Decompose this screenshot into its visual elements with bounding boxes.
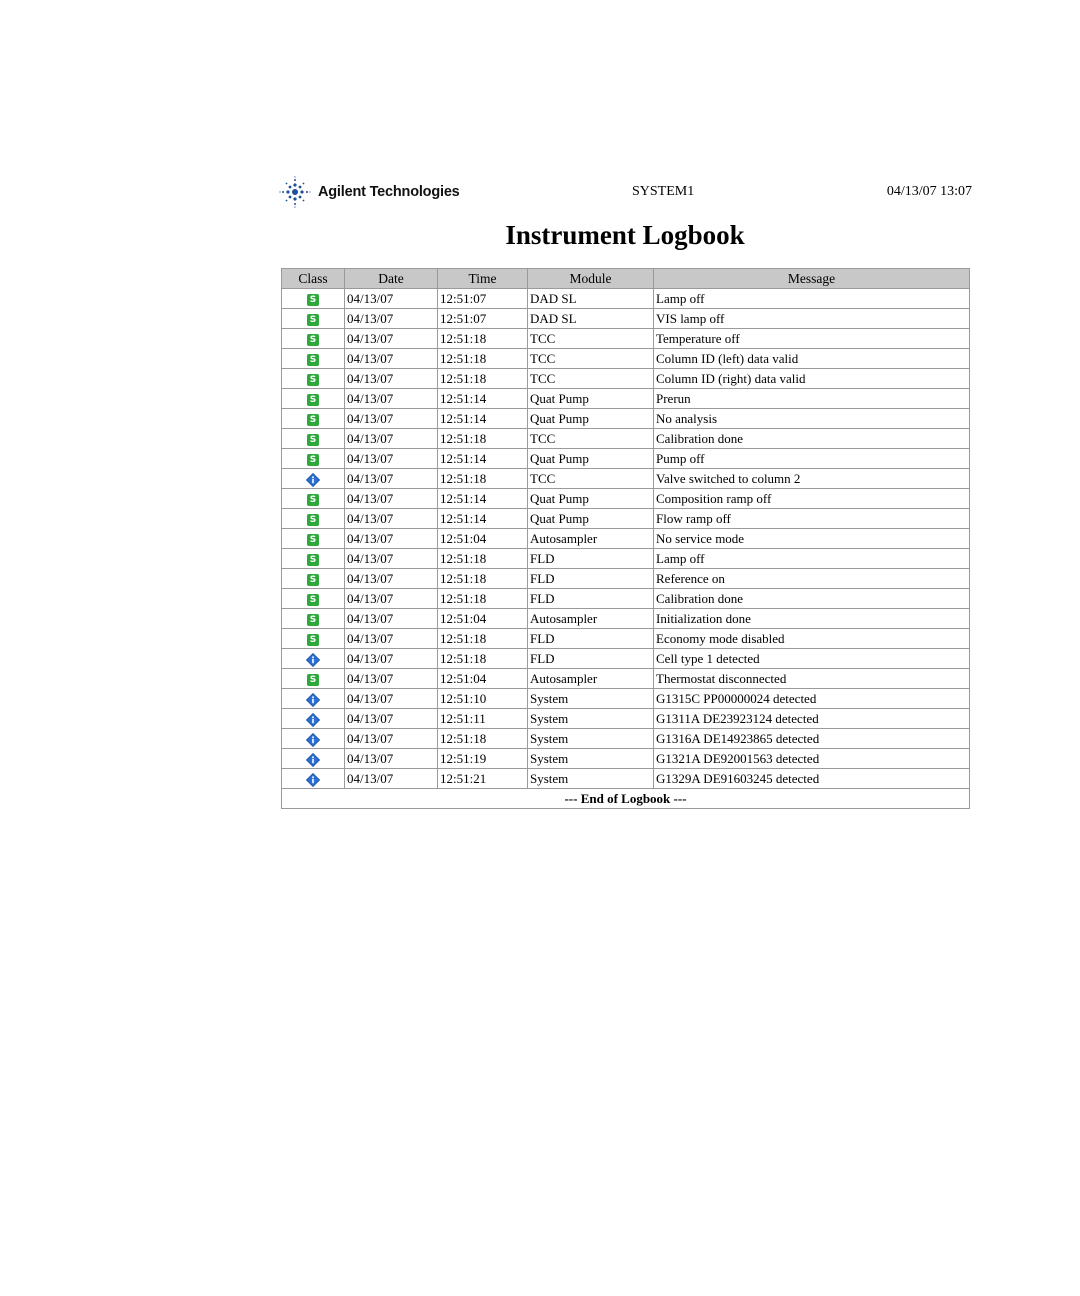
table-row (282, 529, 970, 549)
table-row (282, 749, 970, 769)
message-cell: No analysis (654, 409, 970, 429)
date-cell: 04/13/07 (345, 369, 438, 389)
message-cell: G1315C PP00000024 detected (654, 689, 970, 709)
time-cell: 12:51:18 (438, 649, 528, 669)
time-cell: 12:51:18 (438, 369, 528, 389)
table-row (282, 769, 970, 789)
class-cell (282, 489, 345, 509)
info-diamond-icon (306, 733, 320, 747)
message-cell: Valve switched to column 2 (654, 469, 970, 489)
table-row (282, 509, 970, 529)
message-cell: Flow ramp off (654, 509, 970, 529)
table-row (282, 669, 970, 689)
table-row (282, 349, 970, 369)
column-header-date: Date (345, 269, 438, 289)
date-cell: 04/13/07 (345, 689, 438, 709)
module-cell: System (528, 729, 654, 749)
class-cell (282, 409, 345, 429)
class-cell (282, 749, 345, 769)
status-s-icon: S (307, 614, 319, 626)
module-cell: FLD (528, 569, 654, 589)
class-cell (282, 389, 345, 409)
date-cell: 04/13/07 (345, 669, 438, 689)
date-cell: 04/13/07 (345, 429, 438, 449)
class-cell (282, 549, 345, 569)
date-cell: 04/13/07 (345, 569, 438, 589)
info-diamond-icon (306, 653, 320, 667)
page-header (278, 176, 972, 208)
table-row (282, 649, 970, 669)
message-cell: Calibration done (654, 429, 970, 449)
table-row (282, 329, 970, 349)
class-cell (282, 729, 345, 749)
module-cell: System (528, 709, 654, 729)
message-cell: VIS lamp off (654, 309, 970, 329)
table-row (282, 369, 970, 389)
module-cell: System (528, 689, 654, 709)
module-cell: TCC (528, 349, 654, 369)
module-cell: Quat Pump (528, 409, 654, 429)
message-cell: Reference on (654, 569, 970, 589)
message-cell: G1329A DE91603245 detected (654, 769, 970, 789)
page-title: Instrument Logbook (505, 220, 745, 250)
time-cell: 12:51:04 (438, 609, 528, 629)
date-cell: 04/13/07 (345, 589, 438, 609)
module-cell: TCC (528, 369, 654, 389)
status-s-icon: S (307, 574, 319, 586)
message-cell: No service mode (654, 529, 970, 549)
date-cell: 04/13/07 (345, 309, 438, 329)
date-cell: 04/13/07 (345, 709, 438, 729)
module-cell: System (528, 769, 654, 789)
table-row (282, 429, 970, 449)
message-cell: Economy mode disabled (654, 629, 970, 649)
class-cell (282, 329, 345, 349)
date-cell: 04/13/07 (345, 549, 438, 569)
date-cell: 04/13/07 (345, 409, 438, 429)
class-cell (282, 649, 345, 669)
table-body (282, 289, 970, 789)
table-row (282, 569, 970, 589)
info-diamond-icon (306, 753, 320, 767)
status-s-icon: S (307, 354, 319, 366)
time-cell: 12:51:14 (438, 509, 528, 529)
module-cell: Autosampler (528, 669, 654, 689)
end-of-logbook: --- End of Logbook --- (282, 789, 970, 809)
status-s-icon: S (307, 414, 319, 426)
logbook-table (281, 268, 970, 809)
status-s-icon: S (307, 674, 319, 686)
table-row (282, 489, 970, 509)
message-cell: Initialization done (654, 609, 970, 629)
class-cell (282, 309, 345, 329)
time-cell: 12:51:14 (438, 389, 528, 409)
module-cell: TCC (528, 429, 654, 449)
time-cell: 12:51:18 (438, 569, 528, 589)
time-cell: 12:51:19 (438, 749, 528, 769)
info-diamond-icon (306, 473, 320, 487)
status-s-icon: S (307, 314, 319, 326)
class-cell (282, 709, 345, 729)
date-cell: 04/13/07 (345, 749, 438, 769)
message-cell: Column ID (left) data valid (654, 349, 970, 369)
status-s-icon: S (307, 394, 319, 406)
column-header-time: Time (438, 269, 528, 289)
message-cell: Thermostat disconnected (654, 669, 970, 689)
module-cell: DAD SL (528, 309, 654, 329)
class-cell (282, 629, 345, 649)
date-cell: 04/13/07 (345, 629, 438, 649)
class-cell (282, 569, 345, 589)
table-row (282, 449, 970, 469)
column-header-module: Module (528, 269, 654, 289)
column-header-message: Message (654, 269, 970, 289)
report-timestamp: 04/13/07 13:07 (886, 184, 972, 199)
date-cell: 04/13/07 (345, 329, 438, 349)
time-cell: 12:51:14 (438, 489, 528, 509)
class-cell (282, 509, 345, 529)
time-cell: 12:51:18 (438, 469, 528, 489)
column-header-class: Class (282, 269, 345, 289)
status-s-icon: S (307, 374, 319, 386)
time-cell: 12:51:14 (438, 409, 528, 429)
date-cell: 04/13/07 (345, 349, 438, 369)
status-s-icon: S (307, 294, 319, 306)
table-row (282, 589, 970, 609)
table-row (282, 709, 970, 729)
class-cell (282, 369, 345, 389)
system-name: SYSTEM1 (632, 184, 695, 199)
status-s-icon: S (307, 554, 319, 566)
status-s-icon: S (307, 634, 319, 646)
time-cell: 12:51:18 (438, 629, 528, 649)
status-s-icon: S (307, 434, 319, 446)
date-cell: 04/13/07 (345, 609, 438, 629)
module-cell: TCC (528, 329, 654, 349)
class-cell (282, 689, 345, 709)
logo-text: Agilent Technologies (318, 184, 460, 200)
status-s-icon: S (307, 334, 319, 346)
module-cell: FLD (528, 649, 654, 669)
class-cell (282, 769, 345, 789)
module-cell: Autosampler (528, 529, 654, 549)
date-cell: 04/13/07 (345, 449, 438, 469)
table-row (282, 409, 970, 429)
class-cell (282, 289, 345, 309)
module-cell: TCC (528, 469, 654, 489)
module-cell: Quat Pump (528, 509, 654, 529)
time-cell: 12:51:04 (438, 669, 528, 689)
message-cell: G1316A DE14923865 detected (654, 729, 970, 749)
table-row (282, 609, 970, 629)
time-cell: 12:51:18 (438, 349, 528, 369)
date-cell: 04/13/07 (345, 289, 438, 309)
message-cell: G1311A DE23923124 detected (654, 709, 970, 729)
table-row (282, 689, 970, 709)
class-cell (282, 669, 345, 689)
time-cell: 12:51:14 (438, 449, 528, 469)
message-cell: G1321A DE92001563 detected (654, 749, 970, 769)
class-cell (282, 349, 345, 369)
time-cell: 12:51:18 (438, 549, 528, 569)
status-s-icon: S (307, 494, 319, 506)
table-header-row (282, 269, 970, 289)
date-cell: 04/13/07 (345, 469, 438, 489)
agilent-spark-icon (278, 176, 312, 208)
message-cell: Column ID (right) data valid (654, 369, 970, 389)
table-row (282, 729, 970, 749)
message-cell: Temperature off (654, 329, 970, 349)
status-s-icon: S (307, 454, 319, 466)
module-cell: Quat Pump (528, 489, 654, 509)
message-cell: Lamp off (654, 549, 970, 569)
class-cell (282, 429, 345, 449)
class-cell (282, 449, 345, 469)
module-cell: Quat Pump (528, 449, 654, 469)
message-cell: Composition ramp off (654, 489, 970, 509)
module-cell: FLD (528, 589, 654, 609)
class-cell (282, 529, 345, 549)
table-row (282, 309, 970, 329)
date-cell: 04/13/07 (345, 769, 438, 789)
agilent-logo (278, 176, 460, 208)
table-row (282, 469, 970, 489)
date-cell: 04/13/07 (345, 529, 438, 549)
table-row (282, 549, 970, 569)
time-cell: 12:51:11 (438, 709, 528, 729)
table-row (282, 389, 970, 409)
info-diamond-icon (306, 693, 320, 707)
date-cell: 04/13/07 (345, 389, 438, 409)
time-cell: 12:51:07 (438, 289, 528, 309)
table-row (282, 289, 970, 309)
date-cell: 04/13/07 (345, 489, 438, 509)
module-cell: FLD (528, 629, 654, 649)
info-diamond-icon (306, 713, 320, 727)
message-cell: Lamp off (654, 289, 970, 309)
module-cell: System (528, 749, 654, 769)
date-cell: 04/13/07 (345, 649, 438, 669)
time-cell: 12:51:07 (438, 309, 528, 329)
time-cell: 12:51:10 (438, 689, 528, 709)
message-cell: Prerun (654, 389, 970, 409)
class-cell (282, 469, 345, 489)
info-diamond-icon (306, 773, 320, 787)
table-footer-row (282, 789, 970, 809)
class-cell (282, 609, 345, 629)
message-cell: Calibration done (654, 589, 970, 609)
date-cell: 04/13/07 (345, 509, 438, 529)
time-cell: 12:51:21 (438, 769, 528, 789)
module-cell: Autosampler (528, 609, 654, 629)
module-cell: DAD SL (528, 289, 654, 309)
status-s-icon: S (307, 514, 319, 526)
message-cell: Cell type 1 detected (654, 649, 970, 669)
status-s-icon: S (307, 594, 319, 606)
class-cell (282, 589, 345, 609)
time-cell: 12:51:18 (438, 729, 528, 749)
table-row (282, 629, 970, 649)
status-s-icon: S (307, 534, 319, 546)
time-cell: 12:51:18 (438, 329, 528, 349)
time-cell: 12:51:18 (438, 589, 528, 609)
date-cell: 04/13/07 (345, 729, 438, 749)
time-cell: 12:51:18 (438, 429, 528, 449)
time-cell: 12:51:04 (438, 529, 528, 549)
message-cell: Pump off (654, 449, 970, 469)
module-cell: FLD (528, 549, 654, 569)
module-cell: Quat Pump (528, 389, 654, 409)
